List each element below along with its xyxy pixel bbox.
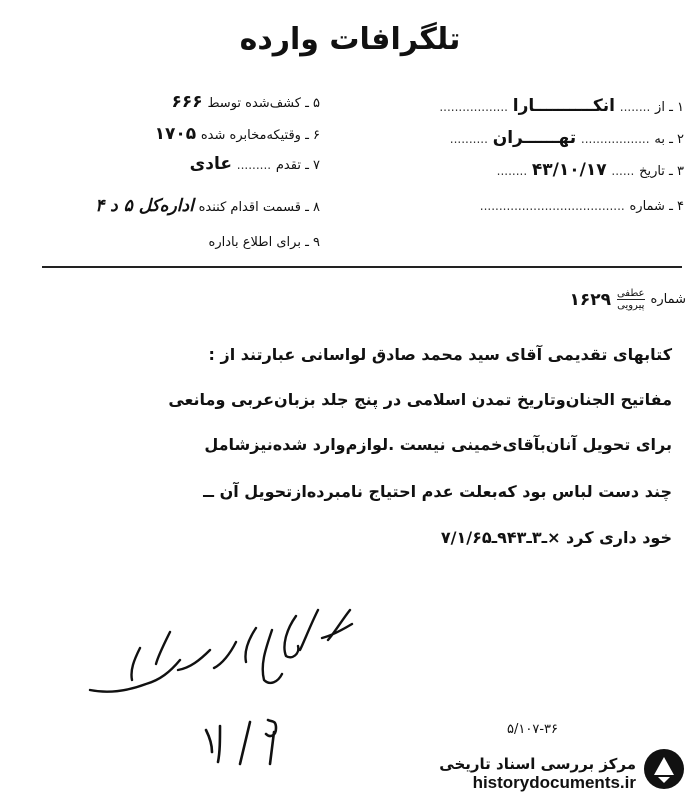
field-decoded-by bbox=[172, 92, 320, 112]
field-from: ۱ ـ از ........ انکــــــــــارا .................. bbox=[439, 96, 684, 116]
footer-branding bbox=[439, 755, 636, 793]
field-decoded-by-value: ۶۶۶ bbox=[171, 92, 203, 112]
document-title: تلگرافات وارده bbox=[239, 22, 461, 57]
field-action-dept-value: اداره‌کل ۵ د ۴ bbox=[95, 196, 194, 216]
field-priority-label: ۷ ـ تقدم bbox=[275, 158, 320, 173]
handwritten-date bbox=[190, 712, 300, 772]
field-date-label: ۳ ـ تاریخ bbox=[639, 164, 684, 179]
field-action-dept bbox=[95, 196, 320, 216]
reference-number-label: شماره bbox=[650, 292, 686, 307]
field-priority: ۷ ـ تقدم ......... عادی bbox=[189, 154, 320, 174]
reference-type-bottom: پیرویی bbox=[617, 300, 645, 311]
field-info-dept-label: ۹ ـ برای اطلاع باداره bbox=[208, 235, 320, 250]
field-action-dept-label: ۸ ـ قسمت اقدام کننده bbox=[198, 200, 320, 215]
field-sent-time-value: ۱۷۰۵ bbox=[154, 124, 197, 144]
field-sent-time bbox=[155, 124, 320, 144]
body-line-5: خود داری کرد ×ـ۳ـ۹۴۳ـ۷/۱/۶۵ bbox=[440, 528, 672, 547]
field-from-value: انکــــــــــارا bbox=[512, 96, 615, 116]
field-info-dept bbox=[209, 232, 320, 250]
field-to-label: ۲ ـ به bbox=[654, 132, 684, 147]
field-priority-value: عادی bbox=[189, 154, 232, 174]
body-line-4: چند دست لباس بود که‌بعلت عدم احتیاج نامبرده‌ازتحویل آن ــ bbox=[203, 482, 672, 501]
footer-url: historydocuments.ir bbox=[472, 773, 636, 792]
body-line-2: مفاتیح الجنان‌وتاریخ تمدن اسلامی در پنج جلد بزبان‌عربی ومانعی bbox=[168, 390, 672, 409]
divider-line bbox=[42, 266, 682, 268]
body-line-1: کتابهای تقدیمی آقای سید محمد صادق لواسانی عبارتند از : bbox=[208, 345, 672, 364]
reference-number bbox=[569, 288, 686, 311]
reference-code: ۵/۱۰۷-۳۶ bbox=[507, 722, 558, 737]
field-to-value: تهــــــران bbox=[492, 128, 577, 148]
handwritten-signature bbox=[60, 590, 380, 710]
reference-type bbox=[617, 288, 645, 311]
reference-type-top: عطفی bbox=[616, 288, 645, 299]
body-line-3: برای تحویل آنان‌بآقای‌خمینی نیست .لوازم‌وارد شده‌نیزشامل bbox=[204, 435, 672, 454]
field-decoded-by-label: ۵ ـ کشف‌شده توسط bbox=[207, 96, 320, 111]
field-sent-time-label: ۶ ـ وقتیکه‌مخابره شده bbox=[200, 128, 320, 143]
field-from-label: ۱ ـ از bbox=[655, 100, 684, 115]
reference-number-value: ۱۶۲۹ bbox=[569, 289, 611, 310]
footer-org: مرکز بررسی اسناد تاریخی bbox=[439, 755, 636, 773]
footer-logo-icon bbox=[642, 747, 686, 791]
field-to: ۲ ـ به .................. تهــــــران .......... bbox=[449, 128, 684, 148]
field-date-value: ۴۳/۱۰/۱۷ bbox=[531, 160, 607, 180]
field-number-label: ۴ ـ شماره bbox=[629, 199, 684, 214]
field-date: ۳ ـ تاریخ ...... ۴۳/۱۰/۱۷ ........ bbox=[496, 160, 684, 180]
field-number: ۴ ـ شماره ...................................... bbox=[479, 199, 684, 214]
